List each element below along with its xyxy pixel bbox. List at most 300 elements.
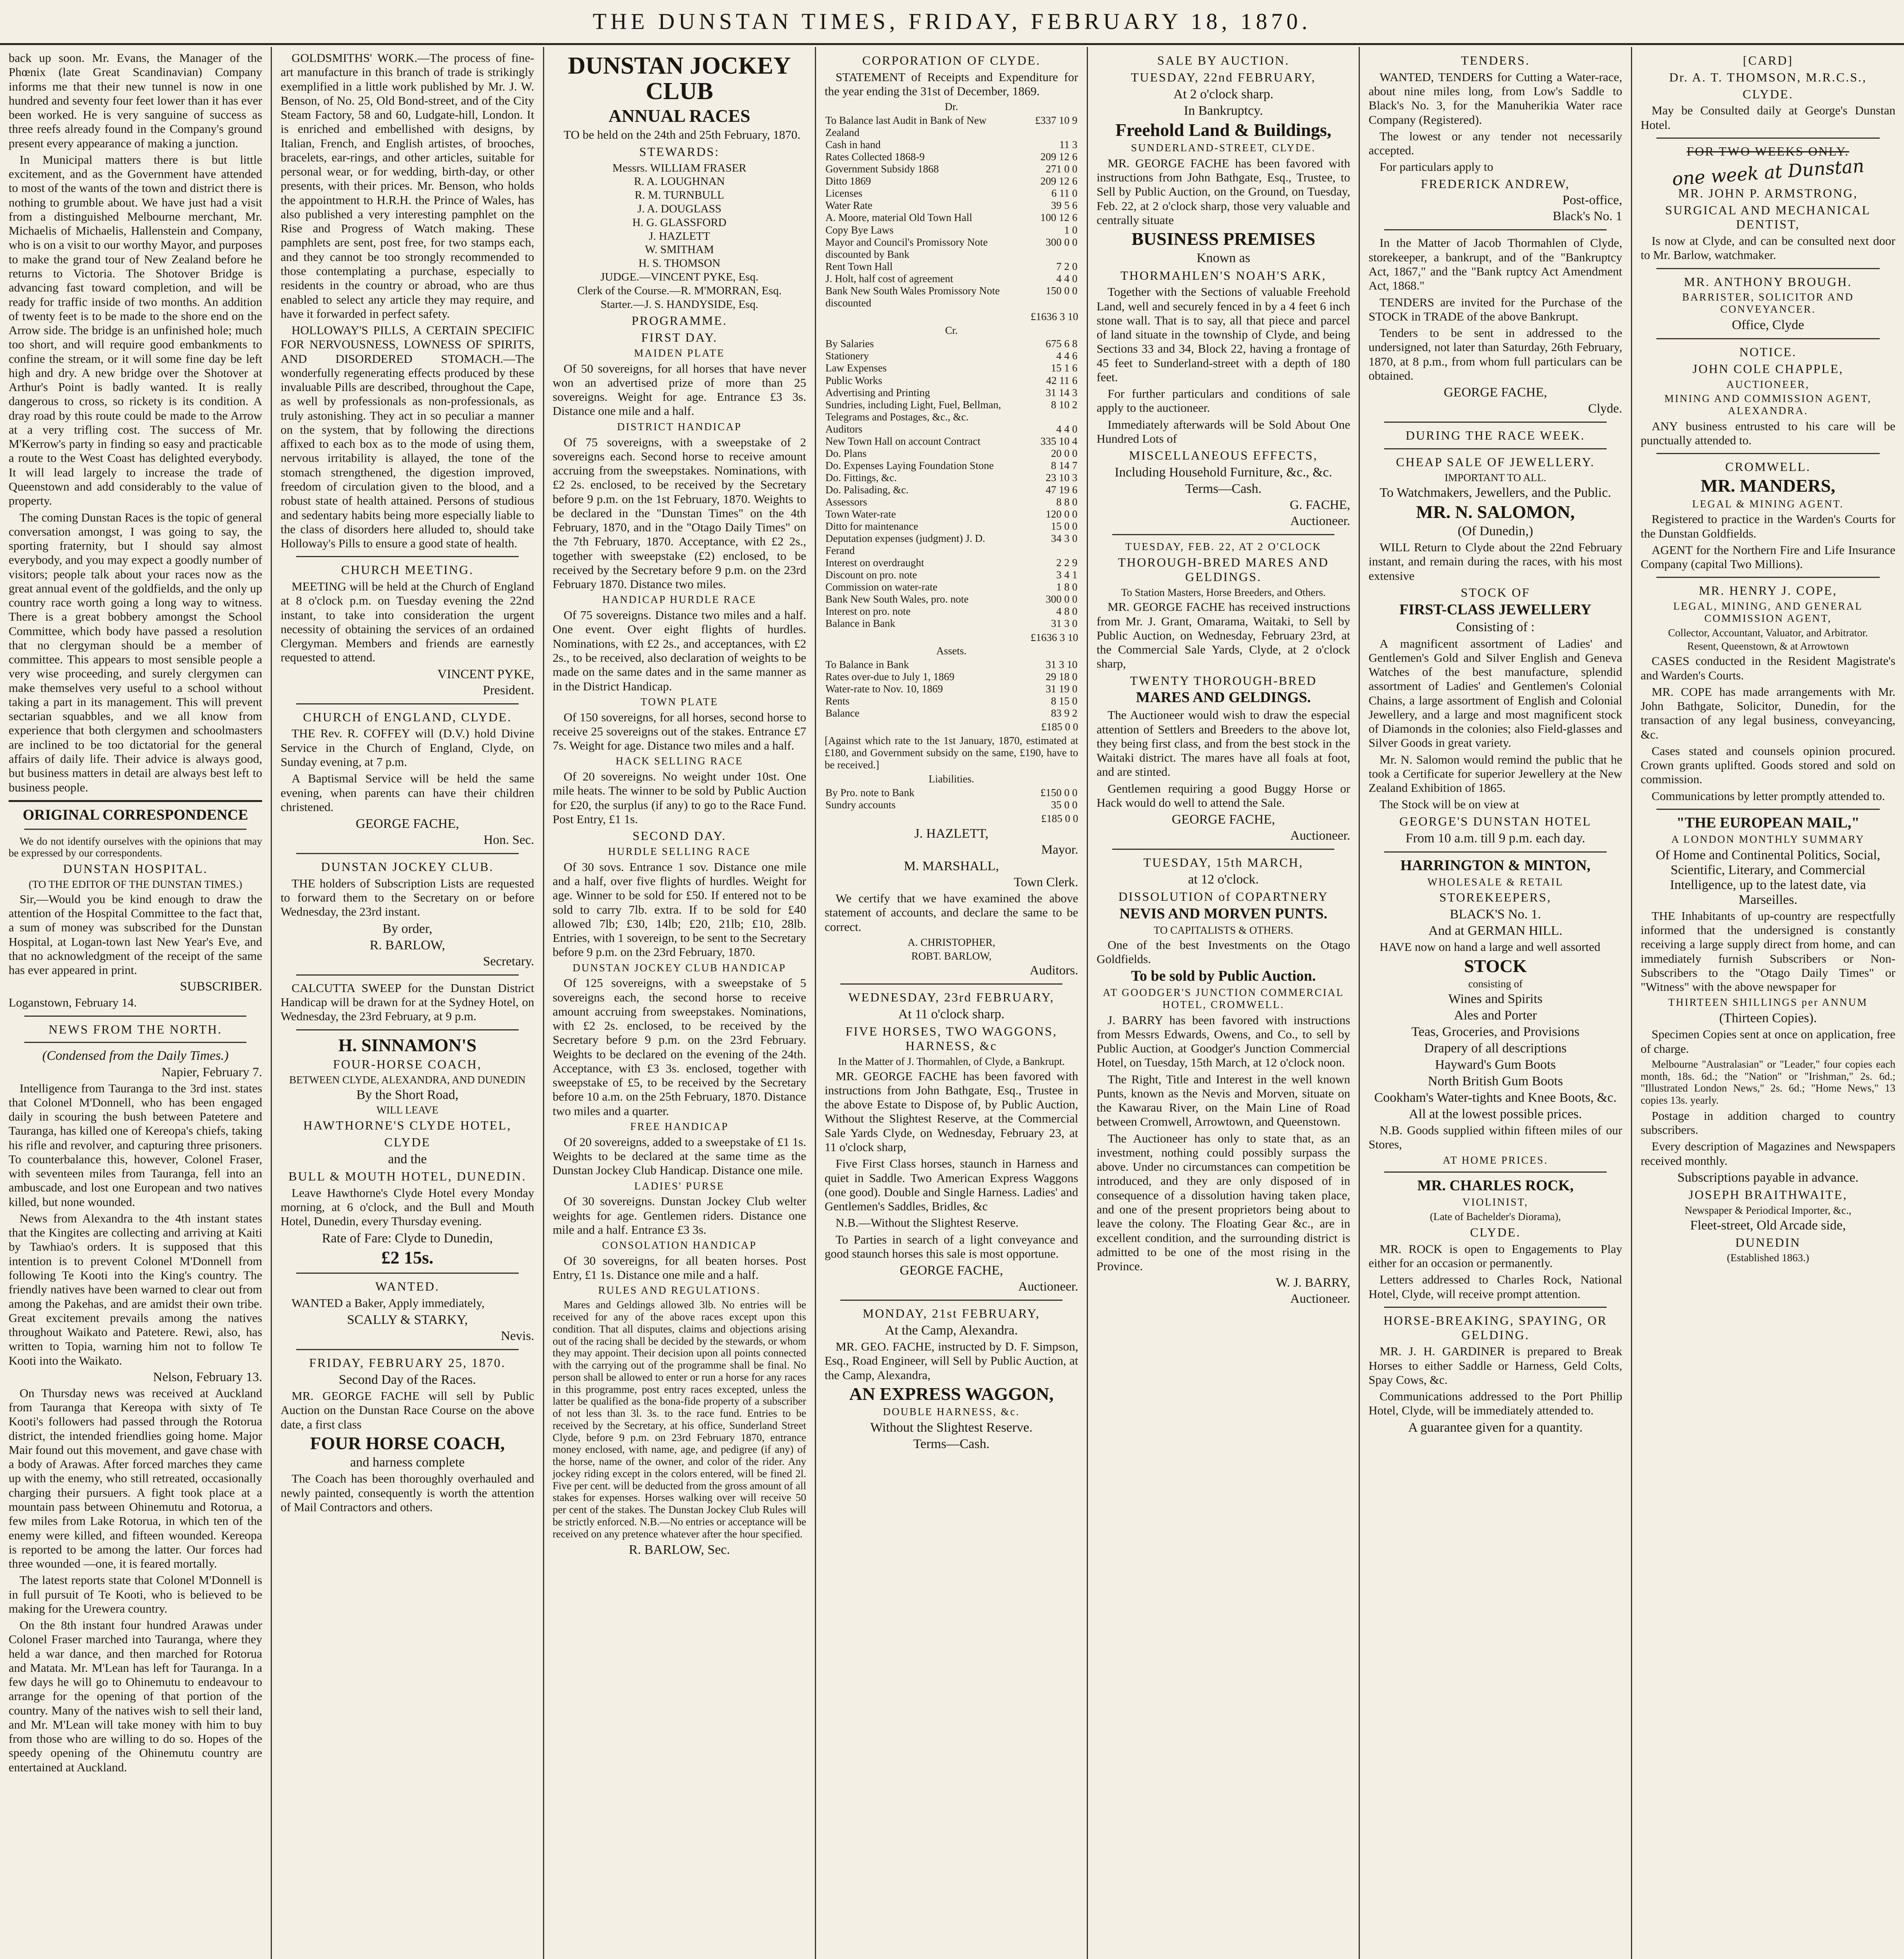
- ad-body: The Right, Title and Interest in the well known Punts, known as the Nevis and Morven, situate on the Kawarau River, on the Main Line of Road between Cromwell, Arrowtown, and Queenstown.: [1097, 1072, 1350, 1129]
- account-item: Do. Expenses Laying Foundation Stone: [825, 459, 994, 471]
- ad-heading: MARES AND GELDINGS.: [1136, 689, 1311, 706]
- account-item: Interest on pro. note: [825, 605, 911, 617]
- ad-line: TO CAPITALISTS & OTHERS.: [1153, 924, 1293, 936]
- ad-body: MR. ROCK is open to Engagements to Play either for an occasion or permanently.: [1368, 1242, 1622, 1270]
- programme-heading: PROGRAMME.: [632, 313, 728, 328]
- ad-subheading: at 12 o'clock.: [1188, 872, 1259, 887]
- ad-line: AT HOME PRICES.: [1442, 1154, 1548, 1166]
- ad-body: Mr. N. Salomon would remind the public that he took a Certificate for superior Jewellery at the New Zealand Exhibition of 1865.: [1368, 752, 1622, 795]
- ad-signature: W. J. BARRY,: [1276, 1276, 1350, 1290]
- column-3: [544, 47, 816, 1959]
- ad-body: Communications addressed to the Port Phillip Hotel, Clyde, will be immediately attended to.: [1368, 1389, 1622, 1418]
- account-row: [825, 187, 1078, 199]
- liabilities-total: £185 0 0: [1041, 813, 1079, 825]
- article-paragraph: The coming Dunstan Races is the topic of general conversation amongst, I was going to say, the sporting fraternity, but I should say almost everybody, and you may expect a goodly number of visitors; people talk about your races now as the great annual event of the goldfields, and the only up country race worth going a long way to witness. There is a great bobbery amongst the School Committee, which body have passed a resolution that no clergyman should be a member of committee. This appears to most sensible people a very wise proceeding, and surely clergymen can make themselves very useful to a school without taking a part in its management. This will prevent sectarian squabbles, and we all know from experience that both clergymen and schoolmasters are inclined to be too dictatorial for the general affairs of daily life. Their advice is always good, but business matters in detail are always best left to business people.: [9, 510, 262, 794]
- account-amount: 31 14 3: [1046, 386, 1078, 398]
- account-item: To Balance last Audit in Bank of New Zealand: [825, 114, 987, 139]
- account-row: [825, 423, 1078, 435]
- account-item: Commission on water-rate: [825, 581, 938, 593]
- ad-line: Including Household Furniture, &c., &c.: [1115, 465, 1332, 480]
- account-amount: 209 12 6: [1040, 175, 1078, 187]
- account-row: [825, 617, 1078, 630]
- account-row: [825, 236, 1078, 261]
- auditor-certificate: We certify that we have examined the above statement of accounts, and declare the same to be correct.: [824, 891, 1079, 934]
- assets-table: [825, 659, 1078, 719]
- ad-body: MR. COPE has made arrangements with Mr. John Bathgate, Solicitor, Dunedin, for the transaction of any legal business, conveyancing, &c.: [1640, 684, 1895, 741]
- steward: J. A. DOUGLASS: [637, 202, 722, 215]
- account-amount: 120 0 0: [1046, 508, 1078, 520]
- ad-body: AGENT for the Northern Fire and Life Insurance Company (capital Two Millions).: [1640, 543, 1895, 571]
- account-item: Deputation expenses (judgment) J. D. Ferand: [825, 532, 985, 557]
- ad-body: The Stock will be on view at: [1379, 797, 1519, 811]
- account-amount: 150 0 0: [1046, 284, 1078, 297]
- ad-signature: GEORGE FACHE,: [356, 817, 459, 831]
- ad-line: Office, Clyde: [1732, 317, 1804, 332]
- ad-body: The lowest or any tender not necessarily accepted.: [1368, 129, 1622, 158]
- ad-line: BLACK'S No. 1.: [1450, 907, 1541, 922]
- ad-heading: SALE BY AUCTION.: [1157, 53, 1290, 67]
- ad-subheading: BARRISTER, SOLICITOR AND CONVEYANCER.: [1682, 291, 1854, 315]
- race-intro: TO be held on the 24th and 25th February, 1870.: [563, 128, 800, 142]
- ad-body: The Coach has been thoroughly overhauled and newly painted, consequently is worth the attention of Mail Contractors and others.: [281, 1472, 534, 1514]
- liabilities-heading: Liabilities.: [928, 773, 974, 785]
- ad-subheading: LEGAL & MINING AGENT.: [1692, 498, 1844, 510]
- ad-body: To Parties in search of a light conveyance and good staunch horses this sale is most opportune.: [824, 1232, 1079, 1260]
- race-name: LADIES' PURSE: [634, 1180, 725, 1192]
- ad-line: CLYDE.: [1470, 1225, 1521, 1239]
- account-row: [825, 593, 1078, 605]
- account-amount: 209 12 6: [1040, 151, 1078, 163]
- ad-heading: TENDERS.: [1461, 53, 1530, 67]
- liabilities-table: [825, 787, 1078, 811]
- ad-subheading: AUCTIONEER,: [1726, 378, 1810, 390]
- account-item: Do. Palisading, &c.: [825, 483, 909, 496]
- account-item: Ditto 1869: [825, 175, 871, 187]
- account-item: By Pro. note to Bank: [825, 787, 915, 799]
- account-row: [825, 581, 1078, 593]
- account-row: [825, 212, 1078, 224]
- ad-line: Consisting of :: [1456, 620, 1535, 635]
- account-row: [825, 435, 1078, 447]
- account-item: Sundry accounts: [825, 799, 896, 811]
- account-amount: 1 0: [1064, 224, 1078, 236]
- ad-body: CASES conducted in the Resident Magistrate's and Warden's Courts.: [1640, 654, 1895, 682]
- race-conditions: Of 20 sovereigns, added to a sweepstake of £1 1s. Weights to be declared at the same time as the Dunstan Jockey Club Handicap. Distance one mile.: [552, 1135, 806, 1177]
- section-heading: ORIGINAL CORRESPONDENCE: [22, 806, 248, 823]
- account-item: Discount on pro. note: [825, 569, 917, 581]
- ad-body: MR. GEORGE FACHE will sell by Public Auction on the Dunstan Race Course on the above date, a first class: [281, 1389, 534, 1431]
- account-amount: 47 19 6: [1046, 483, 1078, 496]
- ad-heading: H. SINNAMON'S: [338, 1035, 477, 1055]
- race-name: MAIDEN PLATE: [634, 347, 725, 359]
- ad-subheading: SURGICAL AND MECHANICAL DENTIST,: [1665, 203, 1871, 232]
- ad-subheading: LEGAL, MINING, AND GENERAL COMMISSION AGENT,: [1673, 600, 1863, 624]
- mayor-name: J. HAZLETT,: [914, 826, 989, 841]
- list-item: Ales and Porter: [1454, 1008, 1537, 1023]
- day-heading: FIRST DAY.: [641, 330, 718, 345]
- steward: R. A. LOUGHNAN: [634, 175, 725, 188]
- account-row: [825, 605, 1078, 617]
- ad-signature-title: Auctioneer.: [1018, 1280, 1079, 1294]
- ad-subheading: MINING AND COMMISSION AGENT, ALEXANDRA.: [1664, 393, 1872, 417]
- ad-body: Is now at Clyde, and can be consulted next door to Mr. Barlow, watchmaker.: [1640, 234, 1895, 262]
- account-row: [825, 273, 1078, 285]
- credit-total: £1636 3 10: [1030, 631, 1079, 643]
- article-paragraph: On the 8th instant four hundred Arawas under Colonel Fraser marched into Tauranga, where they held a war dance, and then marched for Rotorua and Matata. Mr. M'Lean has left for Tauranga. In a few days he will go to Ohinemutu to endeavour to arrange for the opening of that portion of the country. Many of the natives wish to sell their land, and Mr. M'Lean will take money with him to buy from those who are willing to do so. Hopes of the speedy opening of the Ohinemutu country are entertained at Auckland.: [9, 1618, 262, 1774]
- ad-line: To Station Masters, Horse Breeders, and Others.: [1121, 586, 1326, 598]
- column-6: [1360, 47, 1632, 1959]
- account-item: Sundries, including Light, Fuel, Bellman, Telegrams and Postages, &c., &c.: [825, 398, 1001, 423]
- ad-heading: CHURCH of ENGLAND, CLYDE.: [303, 710, 512, 724]
- account-item: Water-rate to Nov. 10, 1869: [825, 683, 943, 695]
- race-conditions: Of 125 sovereigns, with a sweepstake of 5 sovereigns each, the second horse to receive amount accruing from sweepstakes. Nominations, with £2 2s. enclosed, to be received by the Secretary before 9 p.m. on the 23rd February. Weights to be declared on the evening of the 24th. Acceptance, with £3 3s. enclosed, together with sweepstake of £5, to be received by the Secretary before 10 a.m. on the 25th February, 1870. Distance two miles and a quarter.: [552, 976, 806, 1118]
- list-item: Teas, Groceries, and Provisions: [1411, 1024, 1580, 1039]
- ad-heading: TUESDAY, 22nd FEBRUARY,: [1131, 70, 1316, 84]
- account-amount: 8 10 2: [1051, 398, 1078, 411]
- ad-body: THE Inhabitants of up-country are respectfully informed that the undersigned is constantly receiving a large supply direct from home, and can immediately furnish Subscribers or Non-Subscribers to the "Otago Daily Times" or "Witness" with the above newspaper for: [1640, 909, 1895, 994]
- masthead: THE DUNSTAN TIMES, FRIDAY, FEBRUARY 18, 1870.: [0, 0, 1904, 45]
- ad-line: STOCK OF: [1461, 585, 1530, 599]
- ad-body: A magnificent assortment of Ladies' and Gentlemen's Gold and Silver English and Geneva Watches of the best manufacture, splendid assortment of Ladies' and Gentlemen's Colonial Chains, a large assortment of English and Colonial Jewellery, and a large and most magnificent stock of Diamonds in the colonies; also Field-glasses and Silver Goods in great variety.: [1368, 636, 1622, 750]
- letter-addressee: (TO THE EDITOR OF THE DUNSTAN TIMES.): [29, 878, 243, 891]
- debit-table: [825, 114, 1078, 309]
- ad-body: Communications by letter promptly attended to.: [1651, 789, 1885, 803]
- assets-heading: Assets.: [936, 645, 967, 657]
- ad-line: In Bankruptcy.: [1184, 103, 1263, 118]
- ad-byline: By order,: [382, 921, 433, 936]
- account-amount: £337 10 9: [1035, 114, 1078, 127]
- account-item: Auditors: [825, 423, 863, 435]
- ad-heading: CHURCH MEETING.: [341, 563, 474, 577]
- ad-body: Letters addressed to Charles Rock, National Hotel, Clyde, will receive prompt attention.: [1368, 1273, 1622, 1301]
- letter-heading: DUNSTAN HOSPITAL.: [63, 862, 208, 876]
- ad-heading: BUSINESS PREMISES: [1131, 229, 1316, 249]
- ad-heading: FRIDAY, FEBRUARY 25, 1870.: [309, 1356, 506, 1370]
- race-conditions: Of 50 sovereigns, for all horses that have never won an advertised prize of more than 25 sovereigns. Weight for age. Entrance £3 3s. Distance one mile and a half.: [552, 361, 806, 418]
- ad-body: Five First Class horses, staunch in Harness and quiet in Saddle. Two American Express Waggons (one good). Double and Single Harness. Ladies' and Gentlemen's Saddles, Bridles, &c: [824, 1157, 1079, 1213]
- ad-body: WILL Return to Clyde about the 22nd February instant, and remain during the races, with his most extensive: [1368, 540, 1622, 583]
- ad-subheading: At the Camp, Alexandra.: [885, 1323, 1018, 1338]
- ad-body: One of the best Investments on the Otago Goldfields.: [1097, 938, 1350, 966]
- ad-heading: MR. MANDERS,: [1700, 476, 1835, 496]
- ad-body: Gentlemen requiring a good Buggy Horse or Hack would do well to attend the Sale.: [1097, 781, 1350, 809]
- rules-body: Mares and Geldings allowed 3lb. No entries will be received for any of the above races except upon this condition. That all disputes, claims and objections arising out of the racing shall be decided by the stewards, or whom they may appoint. Their decision upon all points connected with the carrying out of the programme shall be final. No person shall be allowed to enter or run a horse for any races in this programme, post entry races excepted, unless the latter be qualified as the bona-fide property of a subscriber of not less than 3l. 3s. to the race fund. Entries to be received by the Secretary, at his office, Sunderland Street Clyde, before 9 p.m. on 23rd February 1870, entrance money enclosed, with name, age, and pedigree (if any) of the horse, name of the owner, and color of the rider. Any jockey riding except in the colors entered, will be fined 2l. Five per cent. will be deducted from the gross amount of all stakes for expenses. Horses walking over will receive 50 per cent of the stakes. The Dunstan Jockey Club Rules will be strictly enforced. N.B.—No entries or acceptance will be received on any pretence whatever after the hour specified.: [552, 1299, 806, 1540]
- ad-body: MR. GEO. FACHE, instructed by D. F. Simpson, Esq., Road Engineer, will Sell by Public Auction, at the Camp, Alexandra,: [824, 1340, 1079, 1382]
- starter: Starter.—J. S. HANDYSIDE, Esq.: [600, 298, 758, 311]
- ad-heading: DURING THE RACE WEEK.: [1405, 428, 1585, 443]
- ad-body: N.B.—Without the Slightest Reserve.: [835, 1216, 1019, 1230]
- account-row: [825, 460, 1078, 472]
- account-amount: 29 18 0: [1046, 671, 1078, 683]
- ad-line: To Watchmakers, Jewellers, and the Public.: [1379, 485, 1611, 500]
- ad-heading: MISCELLANEOUS EFFECTS,: [1129, 448, 1318, 463]
- list-item: Cookham's Water-tights and Knee Boots, &c.: [1374, 1090, 1617, 1105]
- ad-line: Subscriptions payable in advance.: [1677, 1170, 1859, 1185]
- race-conditions: Of 30 sovereigns. Dunstan Jockey Club welter weights for age. Gentlemen riders. Distance one mile and a half. Entrance £3 3s.: [552, 1194, 806, 1237]
- account-amount: 8 15 0: [1051, 695, 1078, 707]
- credit-heading: Cr.: [945, 324, 958, 336]
- ad-body: Leave Hawthorne's Clyde Hotel every Monday morning, at 6 o'clock, and the Bull and Mouth Hotel, Dunedin, every Thursday evening.: [281, 1186, 534, 1228]
- steward: Messrs. WILLIAM FRASER: [612, 161, 747, 174]
- ad-heading: HARRINGTON & MINTON,: [1400, 857, 1591, 874]
- article-paragraph: GOLDSMITHS' WORK.—The process of fine-art manufacture in this branch of trade is strikingly exemplified in a little work published by Mr. J. W. Benson, of No. 25, Old Bond-street, and of the City Steam Factory, 58 and 60, Ludgate-hill, London. It is enriched and embellished with designs, by Italian, French, and English artistes, of brooches, bracelets, ear-rings, and other articles, suitable for personal wear, or for wedding, birth-day, or other presents, with their prices. Mr. Benson, who holds the appointment to H.R.H. the Prince of Wales, has also published a very interesting pamphlet on the Rise and Progress of Watch making. These pamphlets are sent, post free, for two stamps each, and they cannot be too strongly recommended to those contemplating a purchase, especially to residents in the country or abroad, who are thus enabled to select any article they may require, and have it forwarded in perfect safety.: [281, 51, 534, 320]
- ad-signature: GEORGE FACHE,: [1171, 812, 1275, 827]
- ad-line: (Thirteen Copies).: [1719, 1011, 1817, 1026]
- race-subtitle: ANNUAL RACES: [608, 106, 751, 126]
- ad-line: CLYDE.: [1743, 87, 1794, 101]
- ad-heading: MR. JOHN P. ARMSTRONG,: [1678, 186, 1858, 200]
- account-amount: 42 11 6: [1046, 374, 1078, 386]
- race-conditions: Of 75 sovereigns, with a sweepstake of 2 sovereigns each. Second horse to receive amount accruing from the sweepstakes. Nominations, with £2 2s. enclosed, to be received by the Secretary before 9 p.m. on the 1st February, 1870. Weights to be declared in the "Dunstan Times" on the 4th February, 1870, and in the "Otago Daily Times" on the 7th February, 1870. Acceptance, with £2 2s., together with sweepstake (£2) enclosed, to be received by the Secretary before 9 p.m. on the 23rd February 1870. Distance two miles.: [552, 435, 806, 591]
- account-amount: 11 3: [1059, 139, 1078, 151]
- ad-heading: FIRST-CLASS JEWELLERY: [1399, 601, 1592, 618]
- list-item: Drapery of all descriptions: [1424, 1041, 1567, 1056]
- ad-line: and the: [388, 1152, 427, 1166]
- race-name: HANDICAP HURDLE RACE: [602, 594, 757, 606]
- editorial-note: We do not identify ourselves with the opinions that may be expressed by our correspondents.: [9, 835, 262, 859]
- race-name: CONSOLATION HANDICAP: [602, 1239, 757, 1251]
- ad-heading: FIVE HORSES, TWO WAGGONS, HARNESS, &c: [845, 1024, 1057, 1053]
- race-name: HURDLE SELLING RACE: [608, 845, 751, 857]
- account-amount: 1 8 0: [1056, 581, 1078, 593]
- steward: R. M. TURNBULL: [635, 189, 724, 202]
- ad-signature: G. FACHE,: [1290, 498, 1350, 512]
- account-item: Law Expenses: [825, 362, 887, 374]
- ad-line: consisting of: [1468, 978, 1523, 990]
- ad-line: Terms—Cash.: [1185, 482, 1262, 496]
- ad-signature-place: Nevis.: [501, 1329, 534, 1343]
- ad-heading: CORPORATION OF CLYDE.: [862, 53, 1041, 67]
- account-amount: 6 11 0: [1051, 187, 1078, 199]
- account-row: [825, 151, 1078, 163]
- struck-heading: FOR TWO WEEKS ONLY.: [1687, 144, 1850, 158]
- account-row: [825, 659, 1078, 671]
- ad-line: Rate of Fare: Clyde to Dunedin,: [322, 1231, 493, 1246]
- account-row: [825, 350, 1078, 362]
- ad-body: MR. GEORGE FACHE has been favored with instructions from John Bathgate, Esq., Trustee, to Sell by Public Auction, on the Ground, on Tuesday, Feb. 22, at 2 o'clock sharp, those very valuable and centrally situate: [1097, 156, 1350, 227]
- account-row: [825, 569, 1078, 581]
- account-amount: 23 10 3: [1046, 471, 1078, 483]
- ad-line: BULL & MOUTH HOTEL, DUNEDIN.: [288, 1169, 527, 1184]
- account-item: New Town Hall on account Contract: [825, 435, 981, 447]
- account-row: [825, 224, 1078, 236]
- account-item: Government Subsidy 1868: [825, 163, 939, 175]
- assets-total: £185 0 0: [1041, 721, 1079, 733]
- account-row: [825, 508, 1078, 520]
- ad-line: THIRTEEN SHILLINGS per ANNUM: [1668, 996, 1868, 1008]
- account-item: Rates Collected 1868-9: [825, 151, 925, 163]
- ad-body: MR. J. H. GARDINER is prepared to Break Horses to either Saddle or Harness, Geld Colts, Spay Cows, &c.: [1368, 1344, 1622, 1387]
- race-name: TOWN PLATE: [641, 695, 719, 708]
- ad-body: WANTED a Baker, Apply immediately,: [291, 1296, 485, 1310]
- column-1: [0, 47, 272, 1959]
- ad-heading: DISSOLUTION of COPARTNERY: [1118, 889, 1328, 904]
- debit-heading: Dr.: [945, 101, 958, 113]
- ad-line: Newspaper & Periodical Importer, &c.,: [1685, 1204, 1852, 1216]
- ad-body: N.B. Goods supplied within fifteen miles of our Stores,: [1368, 1123, 1622, 1152]
- account-item: Do. Plans: [825, 447, 867, 459]
- account-row: [825, 285, 1078, 309]
- ad-line: Resent, Queenstown, & at Arrowtown: [1687, 640, 1849, 652]
- ad-heading: DUNSTAN JOCKEY CLUB.: [321, 860, 494, 874]
- ad-line: IMPORTANT TO ALL.: [1444, 471, 1546, 483]
- ad-line: VIOLINIST,: [1462, 1196, 1529, 1208]
- account-row: [825, 338, 1078, 350]
- account-amount: 7 2 0: [1056, 260, 1078, 272]
- column-2: [272, 47, 544, 1959]
- account-amount: 2 2 9: [1056, 557, 1078, 569]
- ad-line: A guarantee given for a quantity.: [1408, 1420, 1583, 1435]
- ad-heading: WANTED.: [375, 1279, 440, 1294]
- ad-line: All at the lowest possible prices.: [1409, 1107, 1582, 1122]
- ad-body: J. BARRY has been favored with instructions from Messrs Edwards, Owens, and Co., to sell by Public Auction, at Goodger's Junction Commercial Hotel, on Tuesday, 15th March, at 12 o'clock noon.: [1097, 1013, 1350, 1070]
- race-name: FREE HANDICAP: [630, 1121, 729, 1133]
- account-item: Assessors: [825, 496, 867, 508]
- account-item: Balance in Bank: [825, 617, 896, 630]
- account-amount: 83 9 2: [1051, 707, 1078, 719]
- dateline: Napier, February 7.: [161, 1065, 262, 1079]
- ad-body: Tenders to be sent in addressed to the undersigned, not later than Saturday, 26th February, 1870, at 8 p.m., from whom full particulars can be obtained.: [1368, 326, 1622, 382]
- ad-heading: MONDAY, 21st FEBRUARY,: [862, 1306, 1041, 1321]
- account-row: [825, 787, 1078, 799]
- ad-signature: SCALLY & STARKY,: [347, 1313, 468, 1327]
- account-item: Town Water-rate: [825, 508, 896, 520]
- ad-body: HAVE now on hand a large and well assorted: [1379, 940, 1601, 954]
- column-4: [816, 47, 1088, 1959]
- ad-heading: AN EXPRESS WAGGON,: [849, 1383, 1054, 1404]
- ad-body: For particulars apply to: [1379, 160, 1493, 174]
- column-5: [1088, 47, 1360, 1959]
- race-conditions: Of 150 sovereigns, for all horses, second horse to receive 25 sovereigns out of the stakes. Entrance £7 7s. Weight for age. Distance two miles and a half.: [552, 710, 806, 753]
- ad-body: The Auctioneer would wish to draw the especial attention of Settlers and Breeders to the above lot, they being first class, and from the best stock in the Waitaki district. The mares have all foals at foot, and are stinted.: [1097, 708, 1350, 779]
- account-item: A. Moore, material Old Town Hall: [825, 212, 972, 224]
- account-item: Advertising and Printing: [825, 386, 930, 398]
- article-paragraph: In Municipal matters there is but little excitement, and as the Government have attended to most of the wants of the town and district there is nothing to grumble about. We have just had a visit from a distinguished Melbourne merchant, Mr. Michaelis of Michaelis, Hallenstein and Company, who is on a visit to our worthy Mayor, and purposes to make the grand tour of New Zealand before he returns to Victoria. The Shotover Bridge is advancing fast toward completion, and will be ready for traffic inside of two months. An addition of twenty feet is to be made to the shore end on the Arrow side. The bridge is an unfinished hole; much too short, and will require good embankments to confine the stream, or it will some fine day be left high and dry. A new bridge over the Shotover at Arthur's Point is badly wanted. It is really dangerous to cross, so rickety is its condition. A dray road by this route could be made to the Arrow at a very trifling cost. The success of Mr. M'Kerrow's party in finding so easy and practicable a route to the West Coast has delighted everybody. It will lead largely to increase the trade of Queenstown and add considerably to the value of property.: [9, 152, 262, 508]
- ad-heading: To be sold by Public Auction.: [1131, 968, 1316, 985]
- account-row: [825, 375, 1078, 387]
- account-item: Water Rate: [825, 199, 872, 212]
- account-row: [825, 472, 1078, 484]
- ad-body: For further particulars and conditions of sale apply to the auctioneer.: [1097, 387, 1350, 415]
- ad-signature-title: Hon. Sec.: [483, 833, 534, 847]
- ad-signature-place: Post-office,: [1562, 193, 1622, 208]
- ad-body: The Auctioneer has only to state that, as an investment, nothing could possibly surpass the above. Under no circumstances can competition be introduced, and they are only disposed of in consequence of a dissolution having taken place, and one of the present proprietors being about to leave the colony. The Floating Gear &c., are in excellent condition, and the surrounding district is admitted to be one of the most rising in the Province.: [1097, 1131, 1350, 1273]
- race-name: DUNSTAN JOCKEY CLUB HANDICAP: [572, 961, 786, 974]
- list-item: North British Gum Boots: [1428, 1074, 1563, 1088]
- statement-intro: STATEMENT of Receipts and Expenditure for the year ending the 31st of December, 1869.: [824, 70, 1079, 98]
- account-row: [825, 496, 1078, 508]
- account-amount: 4 4 6: [1056, 350, 1078, 362]
- article-paragraph: News from Alexandra to the 4th instant states that the Kingites are collecting and arriving at Kaiti by Tawhiao's orders. It is supposed that this intention is to prevent Colonel M'Donnell from following Te Kooti into the King's country. The friendly natives have been warned to clear out from among the Pakehas, and are amidst their own tribe. Great excitement prevails among the natives throughout Waikato and Patetere. Rewi, also, has written to Topia, warning him not to follow Te Kooti into the Waikato.: [9, 1211, 262, 1367]
- source-note: (Condensed from the Daily Times.): [42, 1048, 229, 1063]
- ad-line: (Established 1863.): [1727, 1252, 1809, 1264]
- account-amount: 20 0 0: [1051, 447, 1078, 459]
- account-amount: 3 4 1: [1056, 569, 1078, 581]
- debit-total: £1636 3 10: [1030, 310, 1079, 322]
- steward: H. S. THOMSON: [638, 257, 720, 270]
- account-row: [825, 707, 1078, 719]
- ad-body: CALCUTTA SWEEP for the Dunstan District Handicap will be drawn for at the Sydney Hotel, on Wednesday, the 23rd February, at 9 p.m.: [281, 981, 534, 1023]
- fare-price: £2 15s.: [381, 1247, 434, 1267]
- ad-body: Melbourne "Australasian" or "Leader," four copies each month, 18s. 6d.; the "Nation" or "Irishman," 2s. 6d.; "Illustrated London News," 2s. 6d.; "Home News," 13 copies 13s. yearly.: [1640, 1058, 1895, 1106]
- account-item: Bank New South Wales Promissory Note discounted: [825, 284, 1000, 309]
- account-row: [825, 139, 1078, 151]
- clerk-of-course: Clerk of the Course.—R. M'MORRAN, Esq.: [577, 284, 782, 297]
- list-item: Hayward's Gum Boots: [1435, 1057, 1556, 1072]
- account-item: Bank New South Wales, pro. note: [825, 593, 969, 605]
- ad-subheading: Second Day of the Races.: [338, 1372, 476, 1387]
- ad-body: Postage in addition charged to country subscribers.: [1640, 1108, 1895, 1137]
- account-amount: 675 6 8: [1046, 338, 1078, 350]
- ad-line: By the Short Road,: [356, 1087, 459, 1102]
- account-item: Copy Bye Laws: [825, 224, 894, 236]
- ad-heading: FOUR HORSE COACH,: [310, 1433, 505, 1453]
- credit-table: [825, 338, 1078, 630]
- account-row: [825, 387, 1078, 399]
- ad-heading: NOTICE.: [1739, 345, 1797, 359]
- ad-body: A Baptismal Service will be held the same evening, when parents can have their children christened.: [281, 771, 534, 814]
- account-amount: £150 0 0: [1040, 787, 1078, 799]
- list-item: Wines and Spirits: [1448, 991, 1543, 1006]
- account-row: [825, 532, 1078, 557]
- account-row: [825, 447, 1078, 460]
- account-amount: 4 8 0: [1056, 605, 1078, 617]
- ad-heading: MR. CHARLES ROCK,: [1417, 1177, 1574, 1194]
- account-item: Ditto for maintenance: [825, 520, 918, 532]
- stewards-heading: STEWARDS:: [639, 144, 720, 159]
- ad-body: MR. GEORGE FACHE has been favored with instructions from John Bathgate, Esq., Trustee in the above Estate to Dispose of, by Public Auction, Without the Slightest Reserve, at the Commercial Sale Yards Clyde, on Wednesday, February 23, at 11 o'clock sharp,: [824, 1069, 1079, 1154]
- ad-signature: JOSEPH BRAITHWAITE,: [1689, 1188, 1848, 1202]
- ad-line: (Late of Bachelder's Diorama),: [1430, 1211, 1561, 1223]
- ad-line: HAWTHORNE'S CLYDE HOTEL,: [303, 1118, 512, 1133]
- account-row: [825, 114, 1078, 139]
- ad-signature: GEORGE FACHE,: [1444, 385, 1547, 400]
- account-amount: 8 14 7: [1051, 459, 1078, 471]
- race-title: DUNSTAN JOCKEY CLUB: [568, 53, 791, 105]
- ad-heading: THOROUGH-BRED MARES AND GELDINGS.: [1118, 555, 1329, 584]
- ad-subheading: and harness complete: [350, 1455, 465, 1470]
- account-item: Rates over-due to July 1, 1869: [825, 671, 955, 683]
- account-amount: 100 12 6: [1040, 212, 1078, 224]
- account-amount: 300 0 0: [1046, 236, 1078, 248]
- ad-line: (Of Dunedin,): [1457, 523, 1533, 538]
- account-item: Licenses: [825, 187, 863, 199]
- ad-subheading: At 2 o'clock sharp.: [1173, 87, 1274, 101]
- ad-heading: HORSE-BREAKING, SPAYING, OR GELDING.: [1383, 1313, 1607, 1342]
- card-label: [CARD]: [1743, 53, 1793, 67]
- ad-body: MEETING will be held at the Church of England at 8 o'clock p.m. on Tuesday evening the 22nd instant, to take into consideration the urgent necessity of obtaining the services of an ordained Clergyman. Members and friends are earnestly requested to attend.: [281, 579, 534, 664]
- ad-body: MR. GEORGE FACHE has received instructions from Mr. J. Grant, Omarama, Waitaki, to Sell by Public Auction, on Wednesday, February 23rd, at the Commercial Sale Yards, Clyde, at 2 o'clock sharp,: [1097, 600, 1350, 671]
- account-row: [825, 695, 1078, 707]
- ad-body: In the Matter of Jacob Thormahlen of Clyde, storekeeper, a bankrupt, and of the "Bankruptcy Act, 1867," and the "Bank ruptcy Act Amendment Act, 1868.": [1368, 236, 1622, 293]
- article-paragraph: back up soon. Mr. Evans, the Manager of the Phœnix (late Great Scandinavian) Company informs me that their new tunnel is now in one hundred and seventy four feet lower than it has ever been worked. He is very sanguine of success as three reefs already found in the Company's ground present every appearance of making a junction.: [9, 51, 262, 150]
- ad-line: AT GOODGER'S JUNCTION COMMERCIAL HOTEL, CROMWELL.: [1102, 987, 1344, 1010]
- ad-body: THE Rev. R. COFFEY will (D.V.) hold Divine Service in the Church of England, Clyde, on Sunday evening, at 7 p.m.: [281, 726, 534, 769]
- account-item: Public Works: [825, 374, 882, 386]
- ad-signature: R. BARLOW,: [369, 938, 445, 952]
- account-item: J. Holt, half cost of agreement: [825, 272, 953, 284]
- ad-line: Collector, Accountant, Valuator, and Arbitrator.: [1668, 626, 1868, 639]
- ad-heading: WEDNESDAY, 23rd FEBRUARY,: [848, 990, 1055, 1005]
- account-amount: 39 5 6: [1051, 199, 1078, 212]
- ad-signature: R. BARLOW, Sec.: [628, 1542, 730, 1557]
- ad-heading: "THE EUROPEAN MAIL,": [1676, 814, 1860, 831]
- account-row: [825, 163, 1078, 175]
- ad-signature-title: Secretary.: [483, 954, 534, 969]
- ad-heading: TUESDAY, 15th MARCH,: [1143, 855, 1304, 870]
- account-row: [825, 520, 1078, 532]
- auditor-name: ROBT. BARLOW,: [911, 950, 992, 962]
